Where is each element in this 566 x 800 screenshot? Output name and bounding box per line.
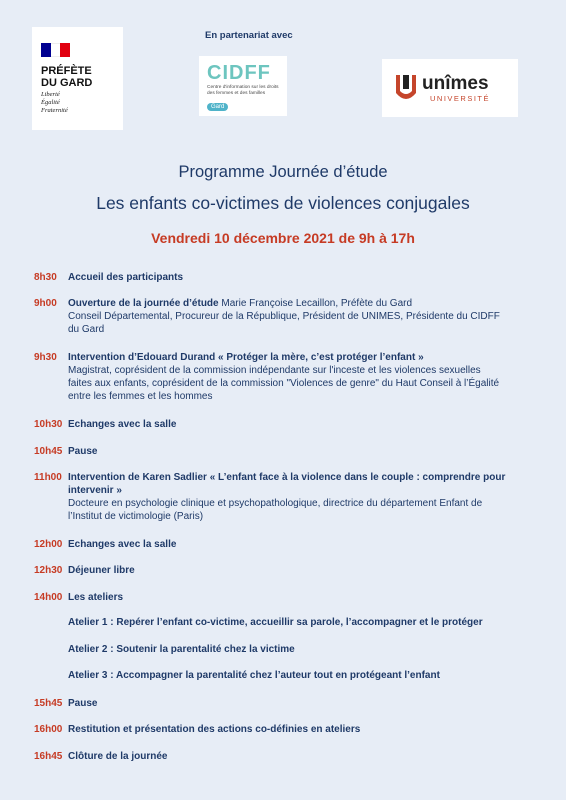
program-title: Ouverture de la journée d’étude: [68, 298, 219, 309]
program-time: 15h45: [34, 698, 63, 709]
unimes-subtitle: UNIVERSITÉ: [430, 94, 491, 103]
atelier-item: Atelier 3 : Accompagner la parentalité chez l’auteur tout en protégeant l’enfant: [68, 670, 440, 681]
program-title: Clôture de la journée: [68, 751, 168, 762]
program-title: Pause: [68, 446, 98, 457]
prefete-logo: [32, 27, 123, 130]
cidff-description: Centre d'information sur les droits des femmes et des familles: [207, 85, 279, 96]
cidff-badge: Gard: [207, 103, 228, 111]
page-subtitle: Les enfants co-victimes de violences conjugales: [96, 193, 470, 213]
program-title: Restitution et présentation des actions co-définies en ateliers: [68, 724, 361, 735]
program-time: 10h45: [34, 446, 63, 457]
program-detail-line: Magistrat, coprésident de la commission indépendante sur l'inceste et les violences sexuelles: [68, 365, 481, 376]
program-time: 8h30: [34, 272, 57, 283]
program-content: [68, 297, 558, 336]
program-title: Pause: [68, 698, 98, 709]
program-title: Les ateliers: [68, 592, 124, 603]
program-content: [68, 351, 558, 403]
unimes-mark-icon: [394, 73, 418, 103]
program-time: 12h00: [34, 539, 63, 550]
program-time: 11h00: [34, 472, 62, 483]
partner-title: En partenariat avec: [205, 30, 293, 41]
french-flag-icon: [41, 43, 70, 57]
program-detail: Marie Françoise Lecaillon, Préfète du Gard: [218, 298, 413, 309]
program-time: 16h45: [34, 751, 63, 762]
atelier-item: Atelier 2 : Soutenir la parentalité chez la victime: [68, 644, 295, 655]
program-time: 14h00: [34, 592, 63, 603]
program-title: Accueil des participants: [68, 272, 184, 283]
program-time: 9h30: [34, 352, 57, 363]
program-time: 9h00: [34, 298, 57, 309]
unimes-logo: [382, 59, 518, 117]
cidff-name: CIDFF: [207, 62, 271, 84]
program-detail-line: Conseil Départemental, Procureur de la République, Président de UNIMES, Présidente du CIDFF: [68, 311, 500, 322]
prefete-motto: Liberté Égalité Fraternité: [41, 91, 68, 114]
program-title: Echanges avec la salle: [68, 419, 177, 430]
program-detail-line: faites aux enfants, coprésident de la commission "Violences de genre" du Haut Conseil à l’Égalité: [68, 378, 500, 389]
program-detail-line: Docteure en psychologie clinique et psychopathologique, directrice du département Enfant de: [68, 498, 483, 509]
page-title: Programme Journée d’étude: [178, 163, 388, 181]
unimes-name: unîmes: [422, 73, 489, 94]
event-date: Vendredi 10 décembre 2021 de 9h à 17h: [151, 230, 415, 246]
program-detail-line: du Gard: [68, 324, 105, 335]
program-title: Déjeuner libre: [68, 565, 135, 576]
cidff-logo: [199, 56, 287, 116]
atelier-item: Atelier 1 : Repérer l’enfant co-victime, accueillir sa parole, l’accompagner et le protéger: [68, 617, 483, 628]
program-title: Intervention de Karen Sadlier « L’enfant face à la violence dans le couple : comprendre pour: [68, 472, 506, 483]
program-time: 10h30: [34, 419, 63, 430]
program-detail-line: entre les femmes et les hommes: [68, 391, 213, 402]
program-time: 16h00: [34, 724, 63, 735]
program-title-continued: intervenir »: [68, 485, 122, 496]
prefete-name: PRÉFÈTE DU GARD: [41, 65, 93, 89]
program-content: [68, 471, 558, 523]
program-title: Echanges avec la salle: [68, 539, 177, 550]
program-time: 12h30: [34, 565, 63, 576]
program-title: Intervention d’Edouard Durand « Protéger la mère, c’est protéger l’enfant »: [68, 352, 424, 363]
program-detail-line: l’Institut de victimologie (Paris): [68, 511, 204, 522]
